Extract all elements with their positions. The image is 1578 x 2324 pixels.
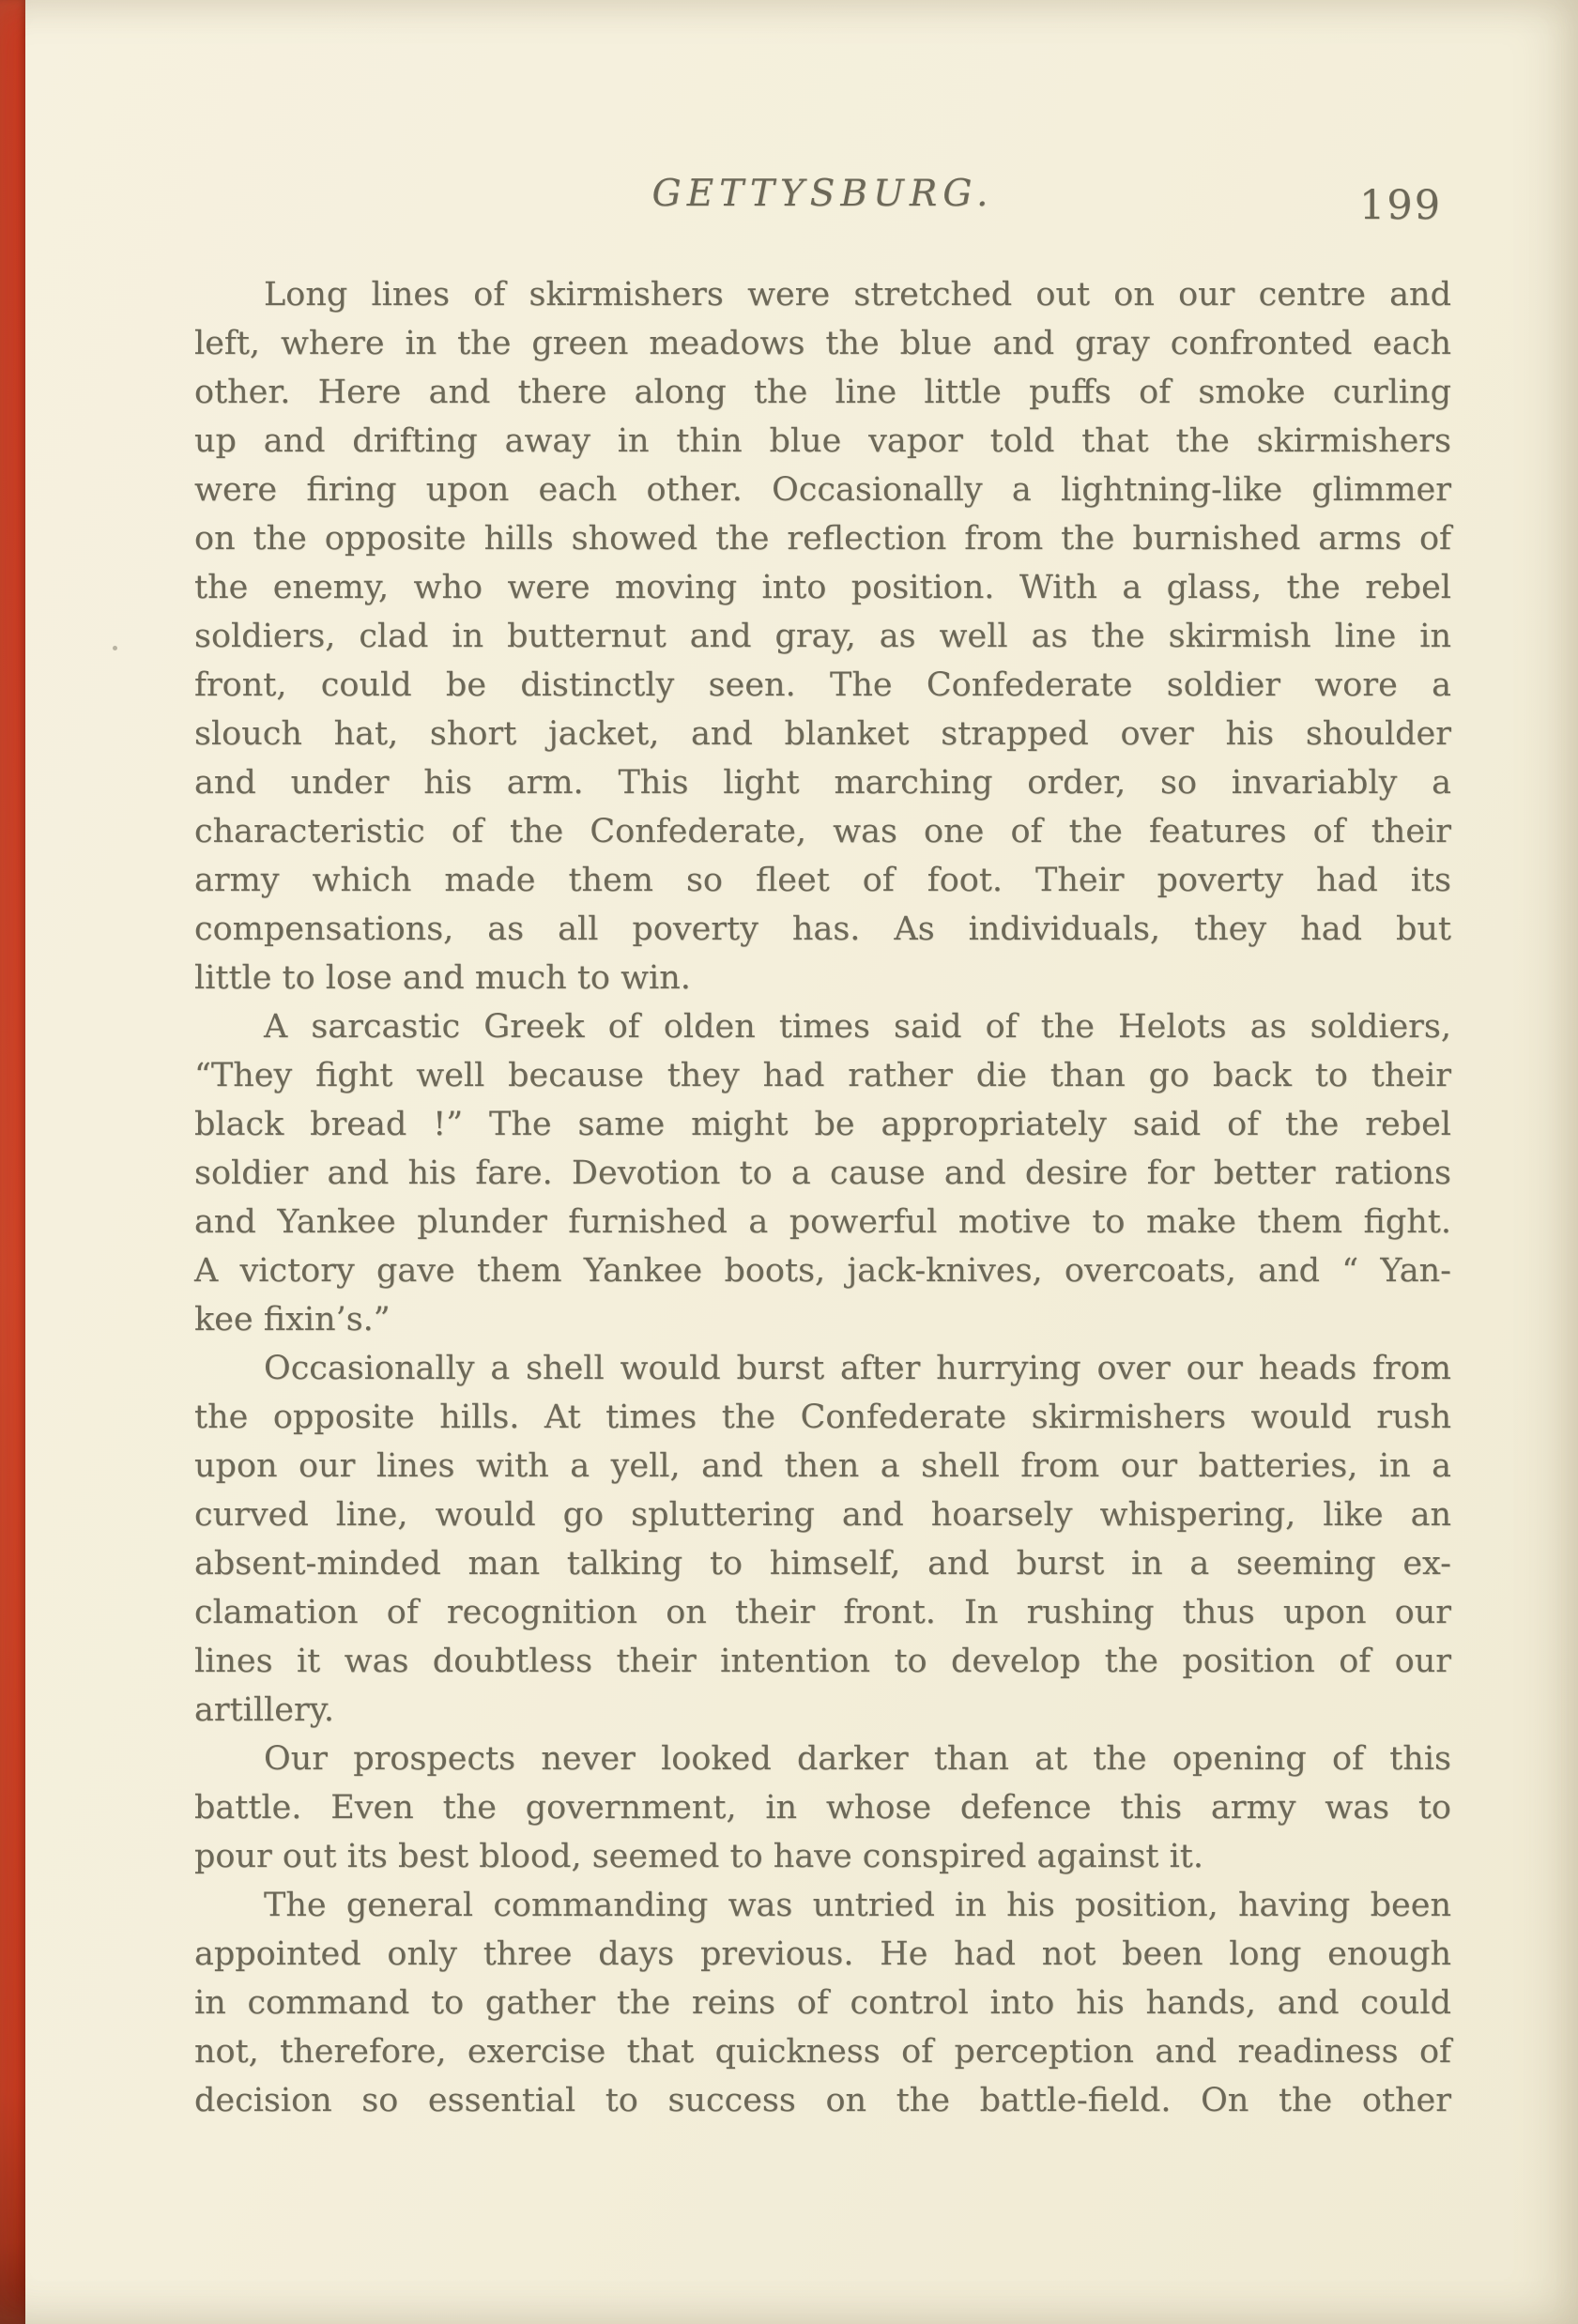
paragraph [194, 1002, 1451, 1344]
book-spine-stripe [0, 0, 25, 2324]
text-line: upon our lines with a yell, and then a shell from our batteries, in a [194, 1447, 1451, 1485]
text-line: appointed only three days previous. He had not been long enough [194, 1935, 1451, 1973]
text-line: were firing upon each other. Occasionally a lightning-like glimmer [194, 471, 1451, 509]
text-line: left, where in the green meadows the blue and gray confronted each [194, 325, 1451, 362]
text-line: characteristic of the Confederate, was one of the features of their [194, 813, 1451, 850]
text-line: army which made them so fleet of foot. Their poverty had its [194, 862, 1451, 899]
text-line: soldier and his fare. Devotion to a cause and desire for better rations [194, 1154, 1451, 1192]
text-line: other. Here and there along the line little puffs of smoke curling [194, 374, 1451, 411]
text-line: “They fight well because they had rather die than go back to their [194, 1057, 1451, 1094]
text-line: front, could be distinctly seen. The Confederate soldier wore a [194, 666, 1451, 704]
text-line: and Yankee plunder furnished a powerful motive to make them fight. [194, 1203, 1451, 1241]
text-line: black bread !” The same might be appropriately said of the rebel [194, 1106, 1451, 1143]
text-line: the enemy, who were moving into position. With a glass, the rebel [194, 569, 1451, 606]
text-line: artillery. [194, 1691, 334, 1729]
text-line: little to lose and much to win. [194, 959, 691, 997]
text-line: up and drifting away in thin blue vapor told that the skirmishers [194, 422, 1451, 460]
text-line: the opposite hills. At times the Confederate skirmishers would rush [194, 1399, 1451, 1436]
text-line: on the opposite hills showed the reflection from the burnished arms of [194, 520, 1451, 558]
text-line: in command to gather the reins of control into his hands, and could [194, 1984, 1451, 2022]
scan-speck [113, 646, 117, 650]
text-line: Occasionally a shell would burst after hurrying over our heads from [264, 1350, 1451, 1387]
paragraph [194, 270, 1451, 1002]
text-line: The general commanding was untried in his position, having been [264, 1887, 1451, 1924]
text-line: compensations, as all poverty has. As individuals, they had but [194, 910, 1451, 948]
text-line: clamation of recognition on their front. In rushing thus upon our [194, 1594, 1451, 1631]
text-line: A sarcastic Greek of olden times said of the Helots as soldiers, [264, 1008, 1451, 1046]
text-line: soldiers, clad in butternut and gray, as well as the skirmish line in [194, 618, 1451, 655]
text-line: slouch hat, short jacket, and blanket strapped over his shoulder [194, 715, 1451, 753]
paragraph [194, 1735, 1451, 1881]
text-line: lines it was doubtless their intention to develop the position of our [194, 1643, 1451, 1680]
page-number: 199 [1359, 182, 1443, 229]
text-line: curved line, would go spluttering and hoarsely whispering, like an [194, 1496, 1451, 1534]
running-header: GETTYSBURG. [651, 173, 994, 215]
paragraph [194, 1344, 1451, 1735]
text-line: not, therefore, exercise that quickness of perception and readiness of [194, 2033, 1451, 2071]
body-text [194, 270, 1451, 2125]
text-line: battle. Even the government, in whose defence this army was to [194, 1789, 1451, 1827]
text-line: and under his arm. This light marching order, so invariably a [194, 764, 1451, 802]
text-line: Our prospects never looked darker than at the opening of this [264, 1740, 1451, 1778]
text-line: kee fixin’s.” [194, 1301, 391, 1338]
text-line: absent-minded man talking to himself, and burst in a seeming ex- [194, 1545, 1451, 1582]
paragraph [194, 1881, 1451, 2125]
text-line: Long lines of skirmishers were stretched out on our centre and [264, 276, 1451, 313]
text-line: decision so essential to success on the battle-field. On the other [194, 2082, 1451, 2119]
text-line: pour out its best blood, seemed to have conspired against it. [194, 1838, 1203, 1875]
text-line: A victory gave them Yankee boots, jack-knives, overcoats, and “ Yan- [194, 1252, 1451, 1290]
